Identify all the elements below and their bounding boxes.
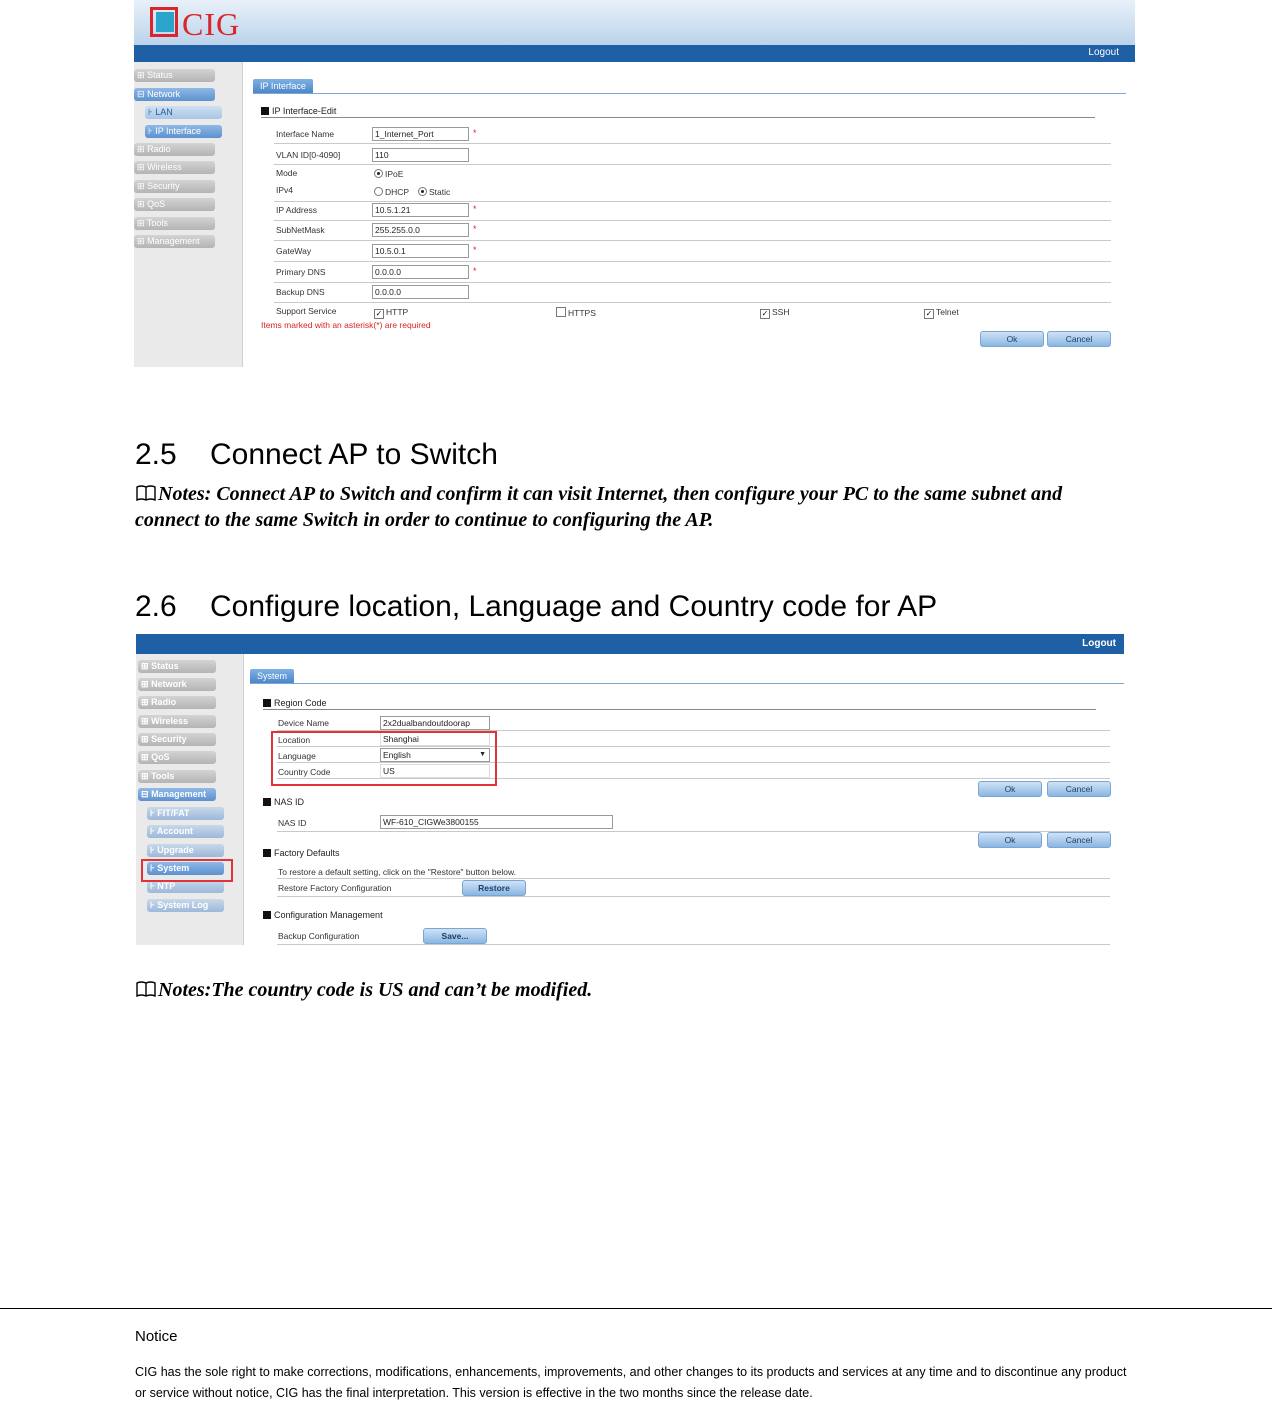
top-bar <box>136 634 1124 654</box>
header-banner <box>134 0 1135 45</box>
expand-icon: ⊞ <box>137 181 145 191</box>
collapse-icon: ⊟ <box>137 89 145 99</box>
ip-interface-screenshot <box>134 0 1135 367</box>
checkbox-checked-icon: ✓ <box>925 309 933 318</box>
section-bullet-icon <box>263 849 271 857</box>
expand-icon: ⊞ <box>141 734 149 744</box>
nav-management[interactable]: ⊞ Management <box>134 235 215 248</box>
interface-name-input[interactable]: 1_Internet_Port <box>372 127 469 141</box>
country-code-note: Notes:The country code is US and can’t be modified. <box>135 977 1125 1003</box>
logout-link[interactable]: Logout <box>1082 638 1116 649</box>
required-asterisk: * <box>473 224 477 234</box>
nav-network[interactable]: ⊟ Network <box>134 88 215 101</box>
expand-icon: ⊞ <box>141 771 149 781</box>
checkbox-checked-icon: ✓ <box>761 309 769 318</box>
nav-management[interactable]: ⊟ Management <box>138 788 216 801</box>
highlight-region-fields <box>271 731 497 786</box>
nas-id-input[interactable]: WF-610_CIGWe3800155 <box>380 815 613 829</box>
row-location: Location Shanghai <box>277 731 1110 747</box>
nav-radio[interactable]: ⊞ Radio <box>134 143 215 156</box>
row-backup-dns: Backup DNS 0.0.0.0 <box>274 282 1111 303</box>
radio-icon <box>374 187 383 196</box>
expand-icon: ⊞ <box>137 70 145 80</box>
required-note: Items marked with an asterisk(*) are required <box>261 320 431 330</box>
row-mode: Mode IPoE <box>276 168 404 179</box>
dropdown-arrow-icon: ▼ <box>479 751 486 758</box>
radio-selected-icon <box>418 187 427 196</box>
tree-branch-icon: ⊦ <box>150 881 155 891</box>
tree-branch-icon: ⊦ <box>148 126 153 136</box>
nav-tools[interactable]: ⊞ Tools <box>134 217 215 230</box>
cig-logo: CIG <box>142 4 242 42</box>
subnet-mask-input[interactable]: 255.255.0.0 <box>372 223 469 237</box>
collapse-icon: ⊟ <box>141 789 149 799</box>
ok-button[interactable]: Ok <box>980 331 1044 347</box>
row-nas-id: NAS ID WF-610_CIGWe3800155 <box>277 814 1110 832</box>
region-code-title: Region Code <box>263 698 327 708</box>
nas-cancel-button[interactable]: Cancel <box>1047 832 1111 848</box>
region-ok-button[interactable]: Ok <box>978 781 1042 797</box>
nav-security[interactable]: ⊞ Security <box>138 733 216 746</box>
tree-branch-icon: ⊦ <box>150 863 155 873</box>
row-factory-hint: To restore a default setting, click on the "Restore" button below. <box>277 864 1110 879</box>
nav-qos[interactable]: ⊞ QoS <box>138 751 216 764</box>
expand-icon: ⊞ <box>137 199 145 209</box>
nav-fit-fat[interactable]: ⊦ FIT/FAT <box>147 807 224 820</box>
save-config-button[interactable]: Save... <box>423 928 487 944</box>
restore-button[interactable]: Restore <box>462 880 526 896</box>
row-restore: Restore Factory Configuration Restore <box>277 879 1110 897</box>
vlan-id-input[interactable]: 110 <box>372 148 469 162</box>
nav-wireless[interactable]: ⊞ Wireless <box>134 161 215 174</box>
nav-network[interactable]: ⊞ Network <box>138 678 216 691</box>
config-management-title: Configuration Management <box>263 910 383 920</box>
nas-id-title: NAS ID <box>263 797 304 807</box>
http-checkbox[interactable]: ✓ HTTP <box>375 307 409 318</box>
cancel-button[interactable]: Cancel <box>1047 331 1111 347</box>
country-code-input: US <box>380 764 490 778</box>
ipv4-dhcp-radio[interactable]: DHCP <box>374 187 409 197</box>
expand-icon: ⊞ <box>137 218 145 228</box>
telnet-checkbox[interactable]: ✓ Telnet <box>925 307 959 318</box>
section-2-5-note: Notes: Connect AP to Switch and confirm it can visit Internet, then configure your PC to the same subnet and connect to the same Switch in order to continue to configuring the AP. <box>135 483 1063 531</box>
checkbox-icon <box>556 307 566 317</box>
row-ipv4: IPv4 DHCP Static <box>274 181 1111 202</box>
nav-tools[interactable]: ⊞ Tools <box>138 770 216 783</box>
required-asterisk: * <box>473 128 477 138</box>
nav-radio[interactable]: ⊞ Radio <box>138 696 216 709</box>
nav-security[interactable]: ⊞ Security <box>134 180 215 193</box>
row-gateway: GateWay 10.5.0.1 * <box>274 241 1111 262</box>
expand-icon: ⊞ <box>141 752 149 762</box>
expand-icon: ⊞ <box>141 716 149 726</box>
tree-branch-icon: ⊦ <box>150 826 155 836</box>
book-icon <box>135 980 157 998</box>
row-ip-address: IP Address 10.5.1.21 * <box>274 200 1111 221</box>
ssh-checkbox[interactable]: ✓ SSH <box>761 307 790 318</box>
required-asterisk: * <box>473 245 477 255</box>
book-icon <box>135 484 157 502</box>
nas-ok-button[interactable]: Ok <box>978 832 1042 848</box>
primary-dns-input[interactable]: 0.0.0.0 <box>372 265 469 279</box>
backup-dns-input[interactable]: 0.0.0.0 <box>372 285 469 299</box>
nav-system-log[interactable]: ⊦ System Log <box>147 899 224 912</box>
tree-branch-icon: ⊦ <box>150 900 155 910</box>
location-input[interactable]: Shanghai <box>380 732 490 746</box>
tab-ip-interface[interactable]: IP Interface <box>253 79 313 93</box>
expand-icon: ⊞ <box>137 236 145 246</box>
ip-address-input[interactable]: 10.5.1.21 <box>372 203 469 217</box>
section-bullet-icon <box>263 699 271 707</box>
row-interface-name: Interface Name 1_Internet_Port * <box>274 123 1111 144</box>
expand-icon: ⊞ <box>141 679 149 689</box>
expand-icon: ⊞ <box>137 144 145 154</box>
expand-icon: ⊞ <box>141 661 149 671</box>
mode-ipoe-radio[interactable]: IPoE <box>374 169 403 179</box>
device-name-input[interactable]: 2x2dualbandoutdoorap <box>380 716 490 730</box>
section-bullet-icon <box>263 911 271 919</box>
required-asterisk: * <box>473 204 477 214</box>
nav-ntp[interactable]: ⊦ NTP <box>147 880 224 893</box>
notice-body: CIG has the sole right to make corrections, modifications, enhancements, improvements, and other changes to its products and services at any time and to discontinue any product or service without notice, CIG has the final interpretation. This version is effective in the two months since the release date. <box>135 1365 1127 1400</box>
language-select[interactable]: English ▼ <box>380 748 490 762</box>
footer-divider <box>0 1308 1272 1309</box>
nav-status[interactable]: ⊞ Status <box>138 660 216 673</box>
radio-selected-icon <box>374 169 383 178</box>
section-2-6-heading: 2.6 Configure location, Language and Country code for AP <box>135 590 938 623</box>
nav-ip-interface[interactable]: ⊦ IP Interface <box>145 125 222 138</box>
row-device-name: Device Name 2x2dualbandoutdoorap <box>277 714 1110 731</box>
row-country-code: Country Code US <box>277 763 1110 779</box>
highlight-system-nav <box>141 859 233 882</box>
tree-branch-icon: ⊦ <box>150 808 155 818</box>
row-language: Language English ▼ <box>277 747 1110 763</box>
top-bar <box>134 45 1135 62</box>
ipv4-static-radio[interactable]: Static <box>418 187 450 197</box>
nav-system[interactable]: ⊦ System <box>147 862 224 875</box>
checkbox-checked-icon: ✓ <box>375 309 383 318</box>
required-asterisk: * <box>473 266 477 276</box>
nav-wireless[interactable]: ⊞ Wireless <box>138 715 216 728</box>
nav-upgrade[interactable]: ⊦ Upgrade <box>147 844 224 857</box>
factory-defaults-title: Factory Defaults <box>263 848 340 858</box>
region-cancel-button[interactable]: Cancel <box>1047 781 1111 797</box>
https-checkbox[interactable]: HTTPS <box>556 307 596 318</box>
section-bullet-icon <box>261 107 269 115</box>
section-2-5-heading: 2.5 Connect AP to Switch <box>135 438 498 471</box>
tab-system[interactable]: System <box>250 669 294 683</box>
nav-lan[interactable]: ⊦ LAN <box>145 106 222 119</box>
tree-branch-icon: ⊦ <box>148 107 153 117</box>
row-vlan-id: VLAN ID[0-4090] 110 <box>274 144 1111 165</box>
nav-qos[interactable]: ⊞ QoS <box>134 198 215 211</box>
nav-status[interactable]: ⊞ Status <box>134 69 215 82</box>
expand-icon: ⊞ <box>137 162 145 172</box>
section-bullet-icon <box>263 798 271 806</box>
expand-icon: ⊞ <box>141 697 149 707</box>
nav-account[interactable]: ⊦ Account <box>147 825 224 838</box>
section-title: IP Interface-Edit <box>261 106 336 116</box>
row-backup-config: Backup Configuration Save... <box>277 927 1110 945</box>
logout-link[interactable]: Logout <box>1088 47 1119 58</box>
system-screenshot <box>136 634 1124 945</box>
gateway-input[interactable]: 10.5.0.1 <box>372 244 469 258</box>
tree-branch-icon: ⊦ <box>150 845 155 855</box>
row-primary-dns: Primary DNS 0.0.0.0 * <box>274 262 1111 283</box>
row-support-service: Support Service ✓ HTTP HTTPS ✓ SSH ✓ Telnet <box>276 306 959 318</box>
row-subnet-mask: SubNetMask 255.255.0.0 * <box>274 220 1111 241</box>
notice-title: Notice <box>135 1328 178 1345</box>
